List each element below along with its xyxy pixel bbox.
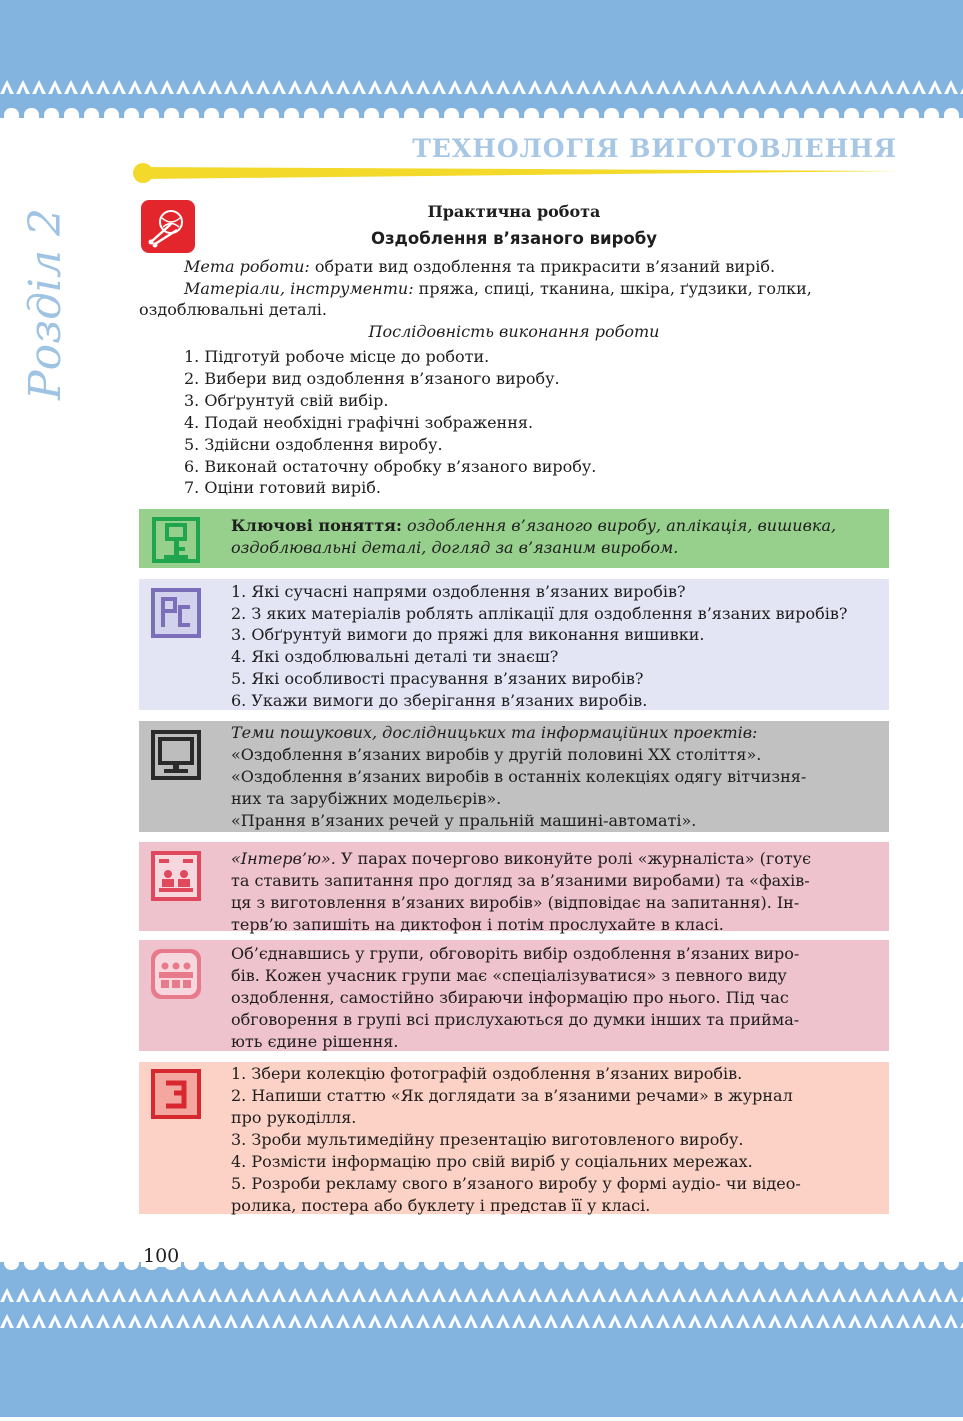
lace-chevron — [528, 80, 542, 94]
key-concepts-line-1 — [231, 515, 836, 537]
lace-chevron — [176, 80, 190, 94]
lace-chevron — [160, 1314, 174, 1328]
goal-label: Мета роботи: — [184, 257, 310, 276]
lace-chevron — [752, 1288, 766, 1302]
lace-chevron — [672, 1314, 686, 1328]
lace-chevron — [512, 80, 526, 94]
group-work-panel — [139, 940, 889, 1051]
lace-chevron — [576, 80, 590, 94]
lace-chevron — [240, 1314, 254, 1328]
lace-chevron — [192, 80, 206, 94]
lace-chevron — [160, 80, 174, 94]
work-kind: Практична робота — [427, 202, 601, 221]
lace-chevron — [16, 1314, 30, 1328]
chapter-header-title: ТЕХНОЛОГІЯ ВИГОТОВЛЕННЯ — [412, 134, 897, 163]
questions-panel — [139, 579, 889, 710]
lace-chevron — [464, 1314, 478, 1328]
list-item: 2. З яких матеріалів роблять аплікації для оздоблення в’язаних виробів? — [231, 603, 848, 623]
lace-chevron — [576, 1288, 590, 1302]
lace-chevron — [832, 1288, 846, 1302]
materials-line-2: оздоблювальні деталі. — [139, 300, 327, 319]
lace-chevron — [688, 1288, 702, 1302]
lace-chevron — [144, 1288, 158, 1302]
lace-chevron — [240, 80, 254, 94]
lace-chevron — [368, 1314, 382, 1328]
lace-chevron — [928, 1314, 942, 1328]
lace-chevron — [80, 1288, 94, 1302]
task-item: 5. Розроби рекламу свого в’язаного виробу у формі аудіо- чи відео- — [231, 1174, 801, 1193]
lace-chevron — [256, 1288, 270, 1302]
lace-chevron — [256, 1314, 270, 1328]
lace-chevron — [304, 1314, 318, 1328]
lace-chevron — [64, 1288, 78, 1302]
lace-chevron — [272, 1288, 286, 1302]
lace-chevron — [352, 80, 366, 94]
group-work-line: оздоблення, самостійно збираючи інформацію про нього. Під час — [231, 988, 789, 1007]
lace-chevron — [768, 80, 782, 94]
lace-chevron — [432, 1314, 446, 1328]
lace-chevron — [272, 80, 286, 94]
lace-chevron — [864, 80, 878, 94]
lace-chevron — [0, 1314, 14, 1328]
list-item: 4. Подай необхідні графічні зображення. — [184, 412, 534, 432]
lace-chevron — [912, 80, 926, 94]
lace-chevron — [96, 80, 110, 94]
lace-chevron — [656, 1314, 670, 1328]
lace-chevron — [672, 1288, 686, 1302]
lace-chevron — [480, 1314, 494, 1328]
lace-chevron — [736, 1288, 750, 1302]
lace-chevron — [560, 1314, 574, 1328]
lace-chevron — [528, 1288, 542, 1302]
lace-chevron — [720, 1288, 734, 1302]
project-topic: них та зарубіжних модельєрів». — [231, 789, 502, 808]
list-item: 5. Здійсни оздоблення виробу. — [184, 434, 443, 454]
lace-chevron — [496, 80, 510, 94]
lace-chevron — [720, 80, 734, 94]
lace-chevron — [912, 1314, 926, 1328]
group-work-line: бів. Кожен учасник групи має «спеціалізуватися» з певного виду — [231, 966, 787, 985]
lace-chevron — [112, 80, 126, 94]
lace-chevron — [608, 1314, 622, 1328]
lace-chevron — [448, 1314, 462, 1328]
lace-chevron — [800, 80, 814, 94]
lace-chevron — [704, 1288, 718, 1302]
lace-chevron — [192, 1314, 206, 1328]
lace-chevron — [608, 80, 622, 94]
lace-chevron — [880, 1288, 894, 1302]
lace-chevron — [752, 1314, 766, 1328]
lace-chevron — [896, 1314, 910, 1328]
questions-list — [231, 581, 847, 711]
list-item: 3. Обґрунтуй свій вибір. — [184, 390, 389, 410]
lace-chevron — [144, 1314, 158, 1328]
lace-chevron — [464, 80, 478, 94]
lace-chevron — [560, 80, 574, 94]
lace-chevron — [656, 1288, 670, 1302]
lace-chevron — [800, 1288, 814, 1302]
lace-chevron — [384, 1288, 398, 1302]
project-topic: «Оздоблення в’язаних виробів у другій половині XX століття». — [231, 745, 762, 764]
lace-chevron — [320, 1314, 334, 1328]
lace-chevron — [32, 1288, 46, 1302]
lace-chevron — [96, 1314, 110, 1328]
lace-chevron — [336, 1314, 350, 1328]
lace-chevron — [432, 1288, 446, 1302]
project-topic: «Прання в’язаних речей у пральній машині-автоматі». — [231, 811, 697, 830]
lace-chevron — [32, 1314, 46, 1328]
lace-chevron — [496, 1288, 510, 1302]
lace-chevron — [48, 80, 62, 94]
projects-panel — [139, 721, 889, 832]
lace-chevron — [736, 80, 750, 94]
lace-chevron — [416, 1314, 430, 1328]
lace-chevron — [640, 1314, 654, 1328]
lace-chevron — [544, 1314, 558, 1328]
lace-chevron — [0, 1288, 14, 1302]
lace-chevron — [592, 1288, 606, 1302]
lace-chevron — [272, 1314, 286, 1328]
lace-chevron — [368, 1288, 382, 1302]
lace-chevron — [320, 1288, 334, 1302]
lace-chevron — [768, 1288, 782, 1302]
lace-chevron — [416, 80, 430, 94]
lace-chevron — [32, 80, 46, 94]
work-title: Оздоблення в’язаного виробу — [370, 229, 658, 248]
list-item: 2. Вибери вид оздоблення в’язаного виробу. — [184, 368, 560, 388]
lace-chevron — [656, 80, 670, 94]
group-work-line: Об’єднавшись у групи, обговоріть вибір оздоблення в’язаних виро- — [231, 944, 800, 963]
lace-chevron — [208, 1288, 222, 1302]
key-concepts-panel — [139, 509, 889, 568]
interview-text: У парах почергово виконуйте ролі «журналіста» (готує — [335, 849, 812, 868]
materials-line — [184, 278, 894, 300]
section-label: Розділ 2 — [20, 207, 71, 400]
task-item: про рукоділля. — [231, 1108, 357, 1127]
list-item: 1. Підготуй робоче місце до роботи. — [184, 347, 490, 366]
lace-chevron — [304, 80, 318, 94]
lace-chevron — [864, 1288, 878, 1302]
lace-chevron — [880, 80, 894, 94]
lace-chevron — [48, 1288, 62, 1302]
lace-chevron — [352, 1288, 366, 1302]
lace-chevron — [16, 1288, 30, 1302]
list-item: 1. Які сучасні напрями оздоблення в’язаних виробів? — [231, 582, 686, 601]
sequence-title: Послідовність виконання роботи — [368, 322, 660, 341]
lace-chevron — [224, 1314, 238, 1328]
list-item: 7. Оціни готовий виріб. — [184, 478, 381, 498]
lace-chevron — [464, 1288, 478, 1302]
lace-chevron — [80, 80, 94, 94]
key-concepts-line-2: оздоблювальні деталі, догляд за в’язаним виробом. — [231, 538, 679, 557]
lace-chevron — [288, 80, 302, 94]
lace-chevron — [208, 80, 222, 94]
lace-chevron — [848, 1314, 862, 1328]
list-item: 6. Виконай остаточну обробку в’язаного виробу. — [184, 456, 597, 476]
lace-chevron — [560, 1288, 574, 1302]
lace-chevron — [544, 1288, 558, 1302]
lace-chevron — [400, 1314, 414, 1328]
project-topic: «Оздоблення в’язаних виробів в останніх колекціях одягу вітчизня- — [231, 767, 807, 786]
lace-chevron — [240, 1288, 254, 1302]
lace-chevron — [816, 1314, 830, 1328]
lace-chevron — [688, 80, 702, 94]
lace-chevron — [624, 80, 638, 94]
lace-chevron — [528, 1314, 542, 1328]
lace-chevron — [896, 1288, 910, 1302]
lace-chevron — [256, 80, 270, 94]
lace-chevron — [80, 1314, 94, 1328]
lace-chevron — [704, 1314, 718, 1328]
lace-chevron — [336, 1288, 350, 1302]
lace-chevron — [432, 80, 446, 94]
materials-text: пряжа, спиці, тканина, шкіра, ґудзики, голки, — [413, 279, 812, 298]
lace-chevron — [288, 1288, 302, 1302]
lace-chevron — [208, 1314, 222, 1328]
lace-chevron — [96, 1288, 110, 1302]
lace-chevron — [752, 80, 766, 94]
key-concepts-label: Ключові поняття: — [231, 516, 402, 535]
key-concepts-text-1: оздоблення в’язаного виробу, аплікація, вишивка, — [401, 516, 837, 535]
lace-chevron — [512, 1288, 526, 1302]
lace-pattern-bottom — [0, 1254, 963, 1417]
lace-chevron — [496, 1314, 510, 1328]
list-item: 6. Укажи вимоги до зберігання в’язаних виробів. — [231, 690, 648, 710]
lace-chevron — [800, 1314, 814, 1328]
lace-chevron — [176, 1314, 190, 1328]
lace-pattern-top — [0, 0, 963, 128]
interview-line: терв’ю запишіть на диктофон і потім прослухайте в класі. — [231, 915, 724, 934]
lace-chevron — [720, 1314, 734, 1328]
lace-chevron — [784, 80, 798, 94]
lace-chevron — [912, 1288, 926, 1302]
lace-chevron — [864, 1314, 878, 1328]
group-discussion-icon — [150, 948, 202, 1000]
materials-label: Матеріали, інструменти: — [184, 279, 414, 298]
lace-chevron — [112, 1288, 126, 1302]
lace-chevron — [832, 80, 846, 94]
lace-chevron — [112, 1314, 126, 1328]
lace-chevron — [848, 80, 862, 94]
task-item: 2. Напиши статтю «Як доглядати за в’язаними речами» в журнал — [231, 1086, 793, 1105]
lace-chevron — [0, 80, 14, 94]
lace-chevron — [640, 1288, 654, 1302]
lace-chevron — [192, 1288, 206, 1302]
lace-chevron — [624, 1288, 638, 1302]
steps-list — [184, 346, 596, 499]
lace-chevron — [304, 1288, 318, 1302]
tasks-panel — [139, 1062, 889, 1214]
projects-title: Теми пошукових, дослідницьких та інформаційних проектів: — [231, 723, 758, 742]
knitting-needle-decoration — [130, 158, 910, 188]
lace-chevron — [688, 1314, 702, 1328]
lace-chevron — [624, 1314, 638, 1328]
lace-chevron — [768, 1314, 782, 1328]
task-letter-icon — [150, 1068, 202, 1120]
lace-chevron — [144, 80, 158, 94]
lace-chevron — [512, 1314, 526, 1328]
lace-chevron — [480, 80, 494, 94]
lace-chevron — [48, 1314, 62, 1328]
task-item: 3. Зроби мультимедійну презентацію виготовленого виробу. — [231, 1130, 744, 1149]
lace-chevron — [64, 80, 78, 94]
goal-line — [184, 256, 775, 278]
lace-chevron — [816, 1288, 830, 1302]
list-item: 4. Які оздоблювальні деталі ти знаєш? — [231, 647, 559, 667]
computer-monitor-icon — [150, 729, 202, 781]
lace-chevron — [128, 1314, 142, 1328]
lace-chevron — [384, 80, 398, 94]
interview-line: та ставить запитання про догляд за в’язаними виробами) та «фахів- — [231, 871, 810, 890]
list-item: 5. Які особливості прасування в’язаних виробів? — [231, 668, 644, 688]
page-number: 100 — [143, 1245, 180, 1267]
lace-chevron — [640, 80, 654, 94]
lace-chevron — [928, 1288, 942, 1302]
lace-chevron — [896, 80, 910, 94]
lace-chevron — [704, 80, 718, 94]
interview-line: ця з виготовлення в’язаних виробів» (відповідає на запитання). Ін- — [231, 893, 800, 912]
interview-line-1 — [231, 848, 811, 870]
lace-chevron — [336, 80, 350, 94]
task-item: 4. Розмісти інформацію про свій виріб у соціальних мережах. — [231, 1152, 753, 1171]
lace-chevron — [784, 1288, 798, 1302]
lace-chevron — [816, 80, 830, 94]
lace-chevron — [592, 80, 606, 94]
lace-chevron — [448, 80, 462, 94]
lace-chevron — [320, 80, 334, 94]
group-work-line: обговорення в групі всі прислухаються до думки інших та прийма- — [231, 1010, 800, 1029]
lace-chevron — [400, 1288, 414, 1302]
key-icon — [150, 515, 202, 567]
top-decorative-band — [0, 0, 963, 128]
interview-people-icon — [150, 850, 202, 902]
lace-chevron — [64, 1314, 78, 1328]
lace-chevron — [944, 1314, 958, 1328]
task-item: 1. Збери колекцію фотографій оздоблення в’язаних виробів. — [231, 1064, 743, 1083]
lace-chevron — [480, 1288, 494, 1302]
lace-chevron — [784, 1314, 798, 1328]
lace-chevron — [928, 80, 942, 94]
goal-text: обрати вид оздоблення та прикрасити в’язаний виріб. — [309, 257, 776, 276]
lace-chevron — [832, 1314, 846, 1328]
lace-chevron — [608, 1288, 622, 1302]
lace-chevron — [576, 1314, 590, 1328]
lace-chevron — [352, 1314, 366, 1328]
lace-chevron — [448, 1288, 462, 1302]
lace-chevron — [128, 80, 142, 94]
interview-label: «Інтерв’ю». — [231, 849, 336, 868]
interview-panel — [139, 842, 889, 934]
lace-chevron — [16, 80, 30, 94]
lace-chevron — [544, 80, 558, 94]
lace-band — [0, 118, 963, 128]
lace-chevron — [400, 80, 414, 94]
lace-chevron — [592, 1314, 606, 1328]
lace-chevron — [160, 1288, 174, 1302]
lace-chevron — [944, 80, 958, 94]
list-item: 3. Обґрунтуй вимоги до пряжі для виконання вишивки. — [231, 625, 705, 645]
lace-chevron — [736, 1314, 750, 1328]
lace-chevron — [384, 1314, 398, 1328]
lace-chevron — [672, 80, 686, 94]
lace-chevron — [176, 1288, 190, 1302]
bottom-decorative-band — [0, 1254, 963, 1417]
lace-chevron — [224, 1288, 238, 1302]
lace-chevron — [368, 80, 382, 94]
lace-chevron — [944, 1288, 958, 1302]
lace-chevron — [416, 1288, 430, 1302]
lace-chevron — [128, 1288, 142, 1302]
group-work-line: ють єдине рішення. — [231, 1032, 399, 1051]
lace-chevron — [880, 1314, 894, 1328]
task-item: ролика, постера або буклету і представ її у класі. — [231, 1196, 651, 1215]
lace-chevron — [224, 80, 238, 94]
questions-icon — [150, 587, 202, 639]
lace-chevron — [288, 1314, 302, 1328]
lace-chevron — [848, 1288, 862, 1302]
